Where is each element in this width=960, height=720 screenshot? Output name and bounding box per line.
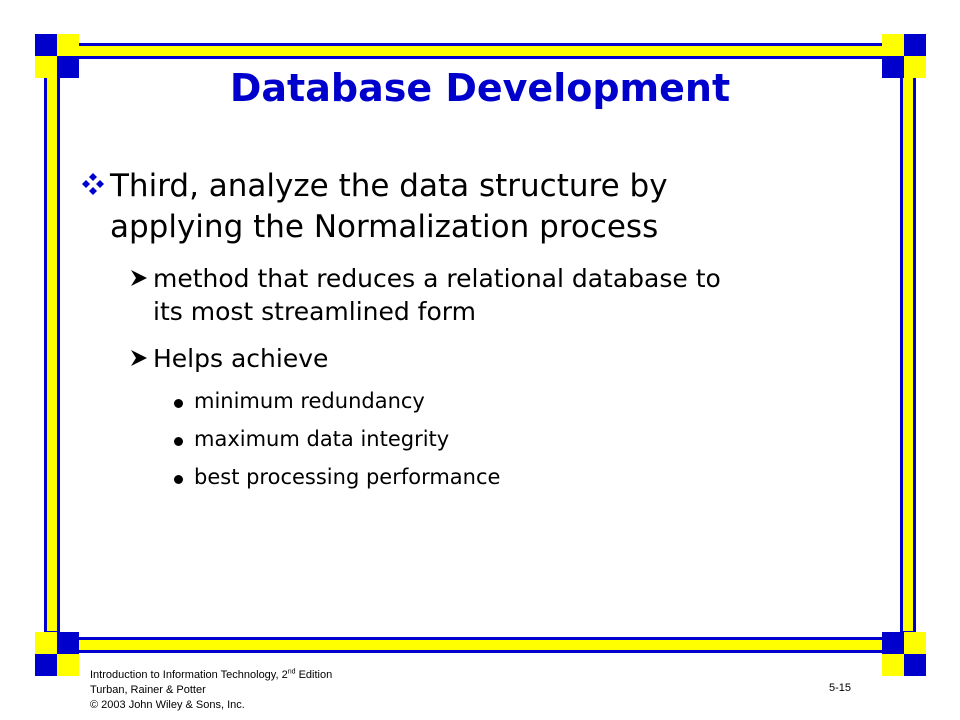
- slide-number: 5-15: [829, 682, 852, 694]
- bullet-level2-method-line1: method that reduces a relational database to: [153, 264, 721, 293]
- dot-icon: [174, 475, 183, 484]
- footer-copyright: © 2003 John Wiley & Sons, Inc.: [90, 699, 245, 711]
- frame-corner-bottom-left: [35, 632, 79, 676]
- bullet-level1-line2: applying the Normalization process: [110, 209, 659, 245]
- bullet-level3-item: best processing performance: [194, 465, 501, 489]
- slide-title: Database Development: [229, 66, 731, 110]
- dot-icon: [174, 437, 183, 446]
- frame-bottom-bar: [66, 637, 894, 653]
- bullet-level2-method: [153, 262, 873, 328]
- bullet-level2-method-line2: its most streamlined form: [153, 297, 476, 326]
- frame-top-bar: [66, 43, 894, 59]
- bullet-level2-helps-line1: Helps achieve: [153, 344, 329, 373]
- arrowhead-icon: [129, 268, 149, 288]
- frame-right-bar: [900, 66, 916, 634]
- frame-left-bar: [44, 66, 60, 634]
- bullet-level3-item: minimum redundancy: [194, 389, 425, 413]
- frame-corner-bottom-right: [882, 632, 926, 676]
- arrowhead-icon: [129, 348, 149, 368]
- bullet-level1: [110, 166, 870, 248]
- bullet-level3-item: maximum data integrity: [194, 427, 450, 451]
- footer-credits: [90, 668, 332, 713]
- footer-book-title: Introduction to Information Technology, 2nd Edition: [90, 668, 333, 681]
- footer-authors: Turban, Rainer & Potter: [90, 684, 206, 696]
- dot-icon: [174, 399, 183, 408]
- bullet-level2-helps: [153, 342, 873, 375]
- bullet-level1-line1: Third, analyze the data structure by: [110, 168, 668, 204]
- four-diamond-icon: [80, 171, 106, 197]
